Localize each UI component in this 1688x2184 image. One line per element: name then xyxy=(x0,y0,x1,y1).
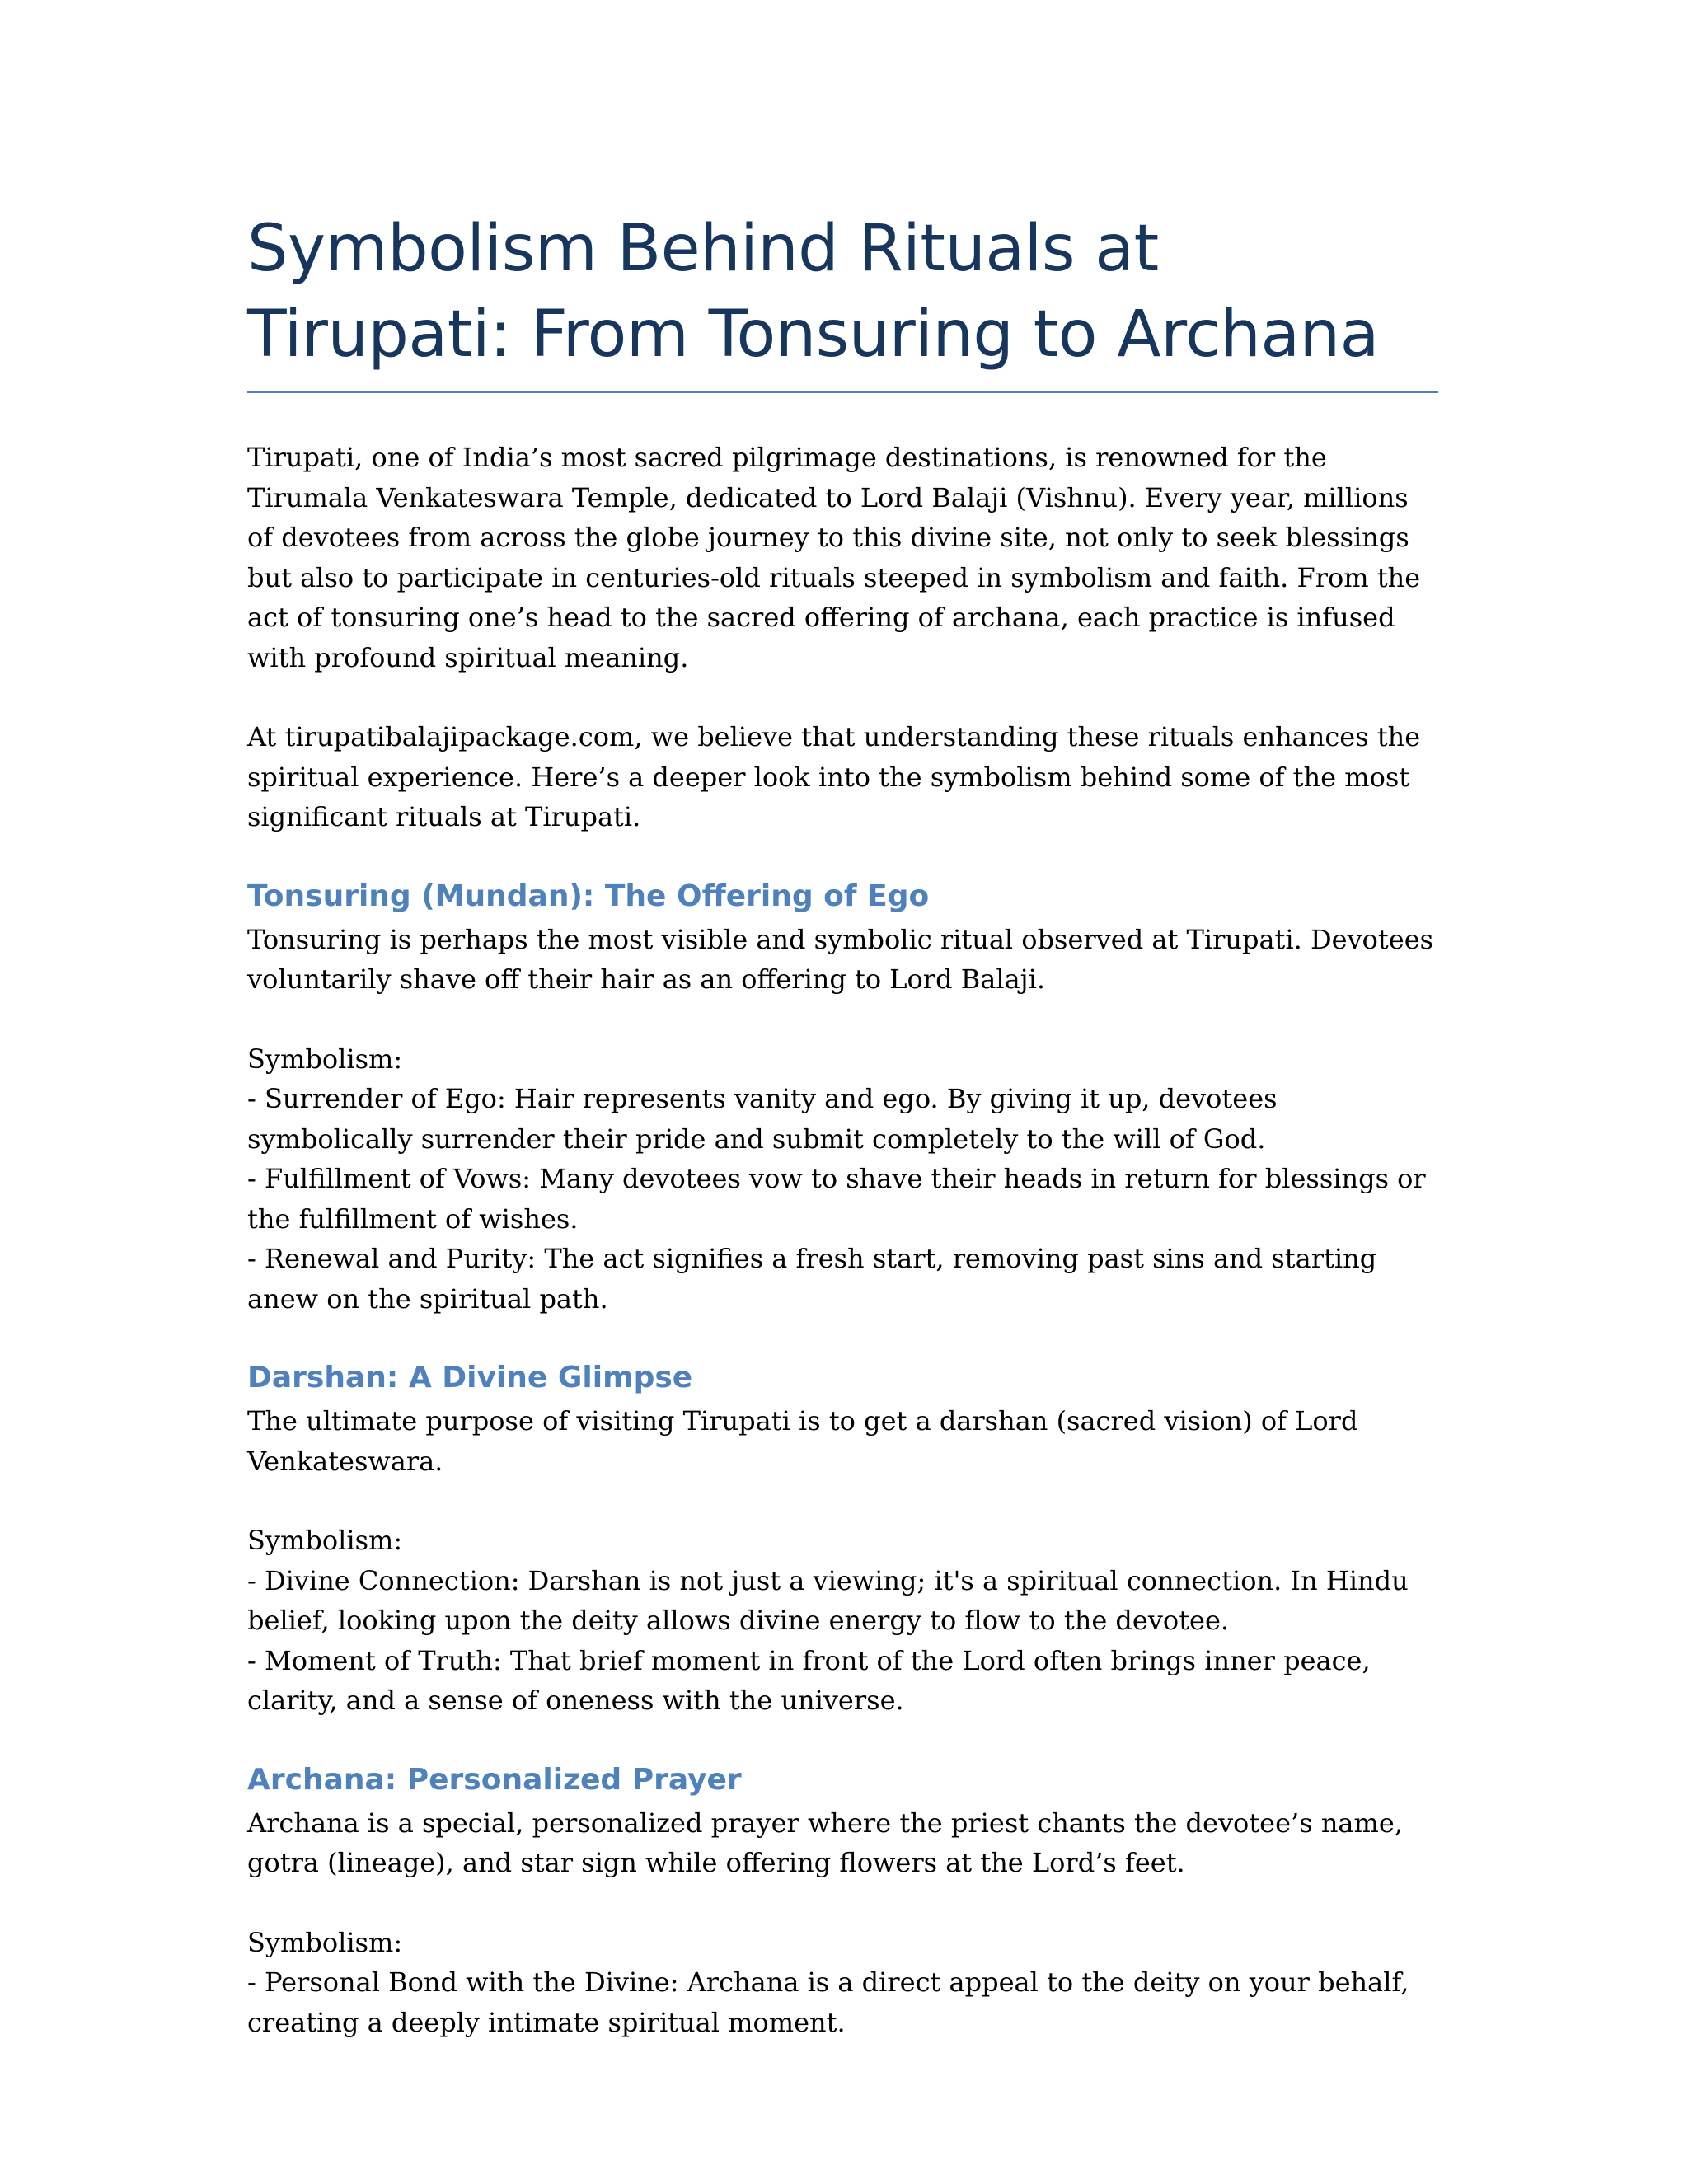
document-page xyxy=(247,206,1438,2042)
intro-paragraph: Tirupati, one of India’s most sacred pilgrimage destinations, is renowned for the Tirumala Venkateswara Temple, dedicated to Lord Balaji (Vishnu). Every year, millions of devotees from across the globe journey to this divine site, not only to seek blessings but also to participate in centuries-old rituals steeped in symbolism and faith. From the act of tonsuring one’s head to the sacred offering of archana, each practice is infused with profound spiritual meaning. xyxy=(247,442,1421,673)
section-heading-tonsuring: Tonsuring (Mundan): The Offering of Ego xyxy=(247,879,930,913)
section-symbolism: Symbolism: - Surrender of Ego: Hair represents vanity and ego. By giving it up, devotees symbolically surrender their pride and submit completely to the will of God. - Fulfillment of Vows: Many devotees vow to shave their heads in return for blessings or the fulfillment of wishes. - Renewal and Purity: The act signifies a fresh start, removing past sins and starting anew on the spiritual path. xyxy=(247,1043,1426,1315)
section-description: Archana is a special, personalized prayer where the priest chants the devotee’s name, gotra (lineage), and star sign while offering flowers at the Lord’s feet. xyxy=(247,1807,1403,1878)
section-symbolism: Symbolism: - Personal Bond with the Divine: Archana is a direct appeal to the deity on your behalf, creating a deeply intimate spiritual moment. xyxy=(247,1926,1409,2038)
title-underline xyxy=(247,391,1438,393)
section-description: Tonsuring is perhaps the most visible and symbolic ritual observed at Tirupati. Devotees voluntarily shave off their hair as an offering to Lord Balaji. xyxy=(247,923,1434,995)
section-heading-archana: Archana: Personalized Prayer xyxy=(247,1762,742,1797)
intro-paragraph: At tirupatibalajipackage.com, we believe that understanding these rituals enhances the spiritual experience. Here’s a deeper look into the symbolism behind some of the most significant rituals at Tirupati. xyxy=(247,721,1421,832)
section-symbolism: Symbolism: - Divine Connection: Darshan is not just a viewing; it's a spiritual connection. In Hindu belief, looking upon the deity allows divine energy to flow to the devotee. - Moment of Truth: That brief moment in front of the Lord often brings inner peace, clarity, and a sense of oneness with the universe. xyxy=(247,1525,1409,1716)
section-heading-darshan: Darshan: A Divine Glimpse xyxy=(247,1361,693,1394)
document-title: Symbolism Behind Rituals at Tirupati: From Tonsuring to Archana xyxy=(247,212,1379,372)
section-description: The ultimate purpose of visiting Tirupati is to get a darshan (sacred vision) of Lord Venkateswara. xyxy=(247,1405,1358,1477)
